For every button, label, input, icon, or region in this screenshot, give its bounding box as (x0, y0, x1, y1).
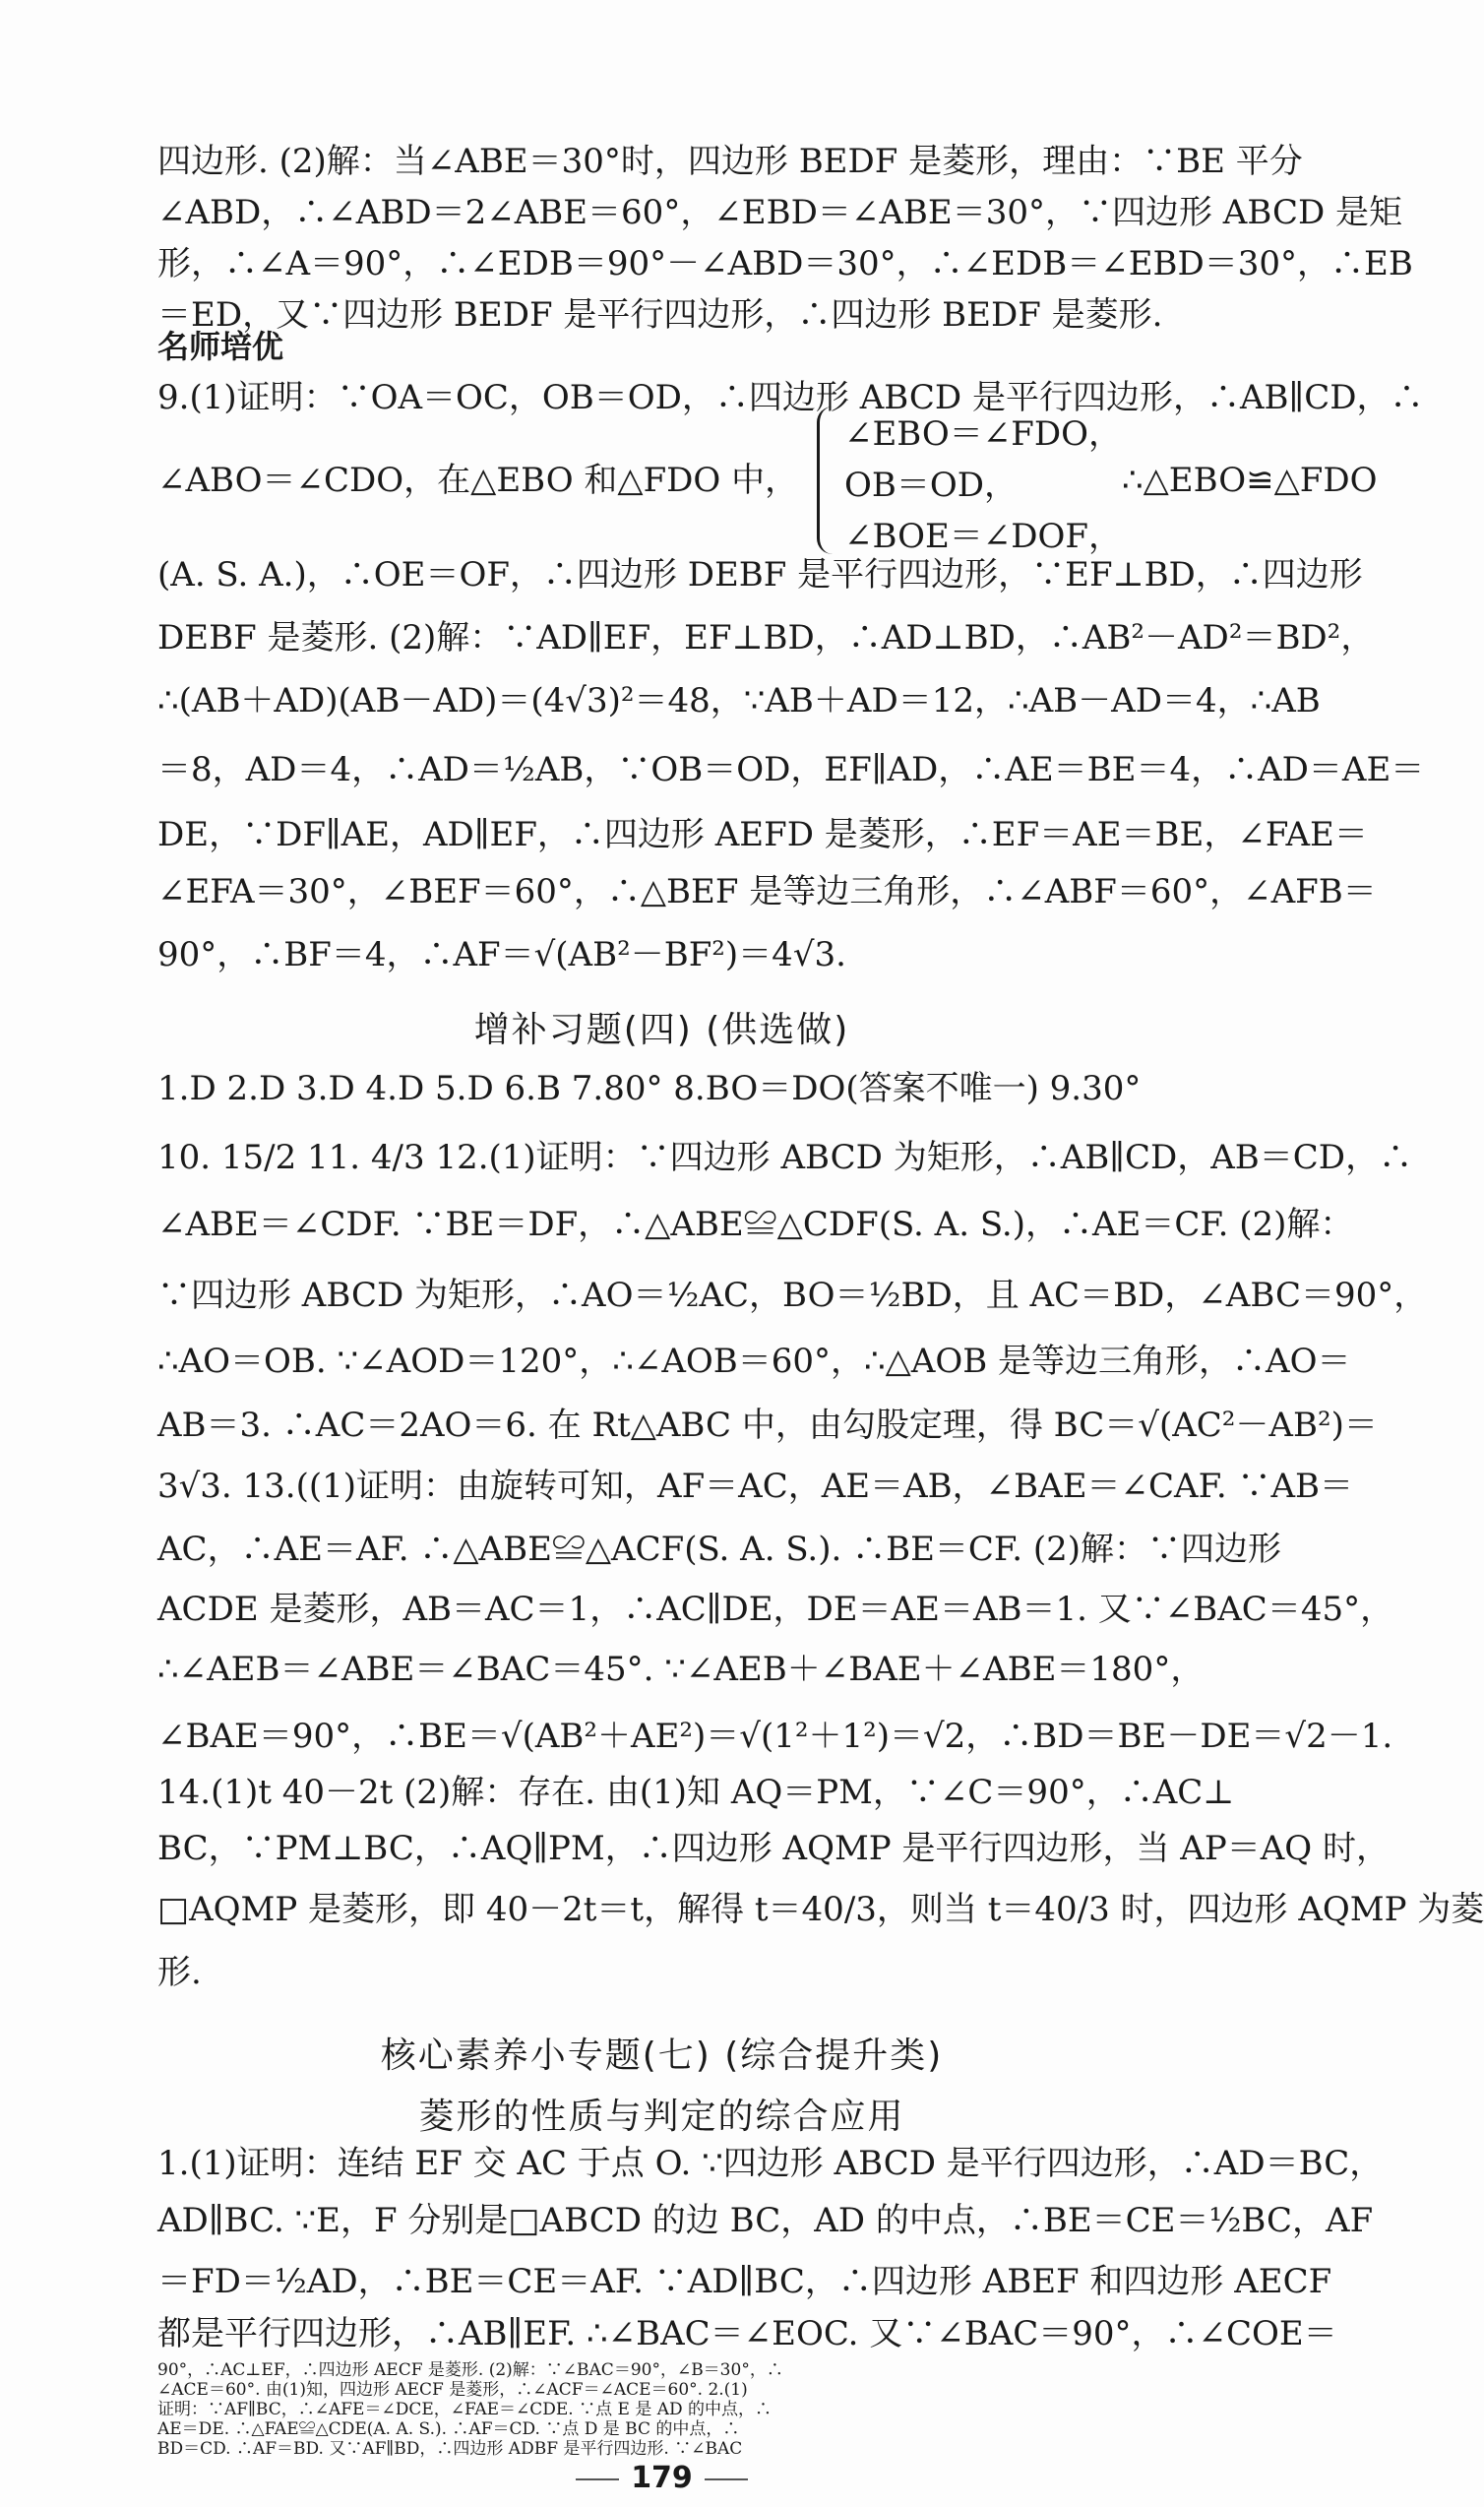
heading-lingxing: 菱形的性质与判定的综合应用 (418, 2097, 905, 2137)
text-line: ∠ABO＝∠CDO，在△EBO 和△FDO 中， (157, 461, 799, 500)
text-line: ＝FD＝½AD，∴BE＝CE＝AF. ∵AD∥BC，∴四边形 ABEF 和四边形 AECF (157, 2262, 1332, 2301)
text-line: 90°，∴AC⊥EF，∴四边形 AECF 是菱形. (2)解：∵∠BAC＝90°，∠B＝30°，∴ (157, 2360, 783, 2380)
text-line: AB＝3. ∴AC＝2AO＝6. 在 Rt△ABC 中，由勾股定理，得 BC＝√(AC²－AB²)＝ (157, 1406, 1378, 1445)
equation-system (817, 407, 1132, 554)
text-line: 形. (157, 1953, 202, 1992)
section-title-mingshi: 名师培优 (157, 328, 284, 365)
text-line: □AQMP 是菱形，即 40－2t＝t，解得 t＝40/3，则当 t＝40/3 时，四边形 AQMP 为菱 (157, 1890, 1484, 1929)
dash-divider (576, 2478, 619, 2480)
text-line: 10. 15/2 11. 4/3 12.(1)证明：∵四边形 ABCD 为矩形，∴AB∥CD，AB＝CD，∴ (157, 1138, 1413, 1177)
text-line: ∵四边形 ABCD 为矩形，∴AO＝½AC，BO＝½BD，且 AC＝BD，∠ABC＝90°， (157, 1276, 1428, 1315)
condition-row: ∠EBO＝∠FDO， (844, 414, 1123, 454)
text-line: AD∥BC. ∵E，F 分别是□ABCD 的边 BC，AD 的中点，∴BE＝CE＝½BC，AF (157, 2201, 1374, 2240)
heading-hexin: 核心素养小专题(七) (综合提升类) (380, 2036, 944, 2076)
text-line: 1.(1)证明：连结 EF 交 AC 于点 O. ∵四边形 ABCD 是平行四边形，∴AD＝BC， (157, 2144, 1384, 2183)
text-line: BD＝CD. ∴AF＝BD. 又∵AF∥BD，∴四边形 ADBF 是平行四边形. ∵∠BAC (157, 2439, 743, 2459)
text-line: ∴∠AEB＝∠ABE＝∠BAC＝45°. ∵∠AEB＋∠BAE＋∠ABE＝180°， (157, 1650, 1205, 1689)
text-line: ＝ED，又∵四边形 BEDF 是平行四边形，∴四边形 BEDF 是菱形. (157, 295, 1163, 335)
text-line: ∴AO＝OB. ∵∠AOD＝120°，∴∠AOB＝60°，∴△AOB 是等边三角形，∴AO＝ (157, 1342, 1351, 1381)
text-line: AC，∴AE＝AF. ∴△ABE≌△ACF(S. A. S.). ∴BE＝CF. (2)解：∵四边形 (157, 1530, 1282, 1569)
text-line: ACDE 是菱形，AB＝AC＝1，∴AC∥DE，DE＝AE＝AB＝1. 又∵∠BAC＝45°， (157, 1590, 1394, 1629)
heading-zengbu: 增补习题(四) (供选做) (473, 1010, 850, 1050)
text-line: 四边形. (2)解：当∠ABE＝30°时，四边形 BEDF 是菱形，理由：∵BE 平分 (157, 142, 1303, 181)
text-line: DEBF 是菱形. (2)解：∵AD∥EF，EF⊥BD，∴AD⊥BD，∴AB²－AD²＝BD²， (157, 618, 1375, 658)
condition-row: OB＝OD， (844, 466, 1018, 505)
text-line: BC，∵PM⊥BC，∴AQ∥PM，∴四边形 AQMP 是平行四边形，当 AP＝AQ 时， (157, 1829, 1390, 1868)
text-line: 都是平行四边形，∴AB∥EF. ∴∠BAC＝∠EOC. 又∵∠BAC＝90°，∴∠COE＝ (157, 2314, 1337, 2353)
page-number (0, 2461, 1324, 2495)
text-line: 90°，∴BF＝4，∴AF＝√(AB²－BF²)＝4√3. (157, 935, 846, 974)
text-line: 14.(1)t 40－2t (2)解：存在. 由(1)知 AQ＝PM，∵∠C＝90°，∴AC⊥ (157, 1773, 1235, 1812)
text-line: DE，∵DF∥AE，AD∥EF，∴四边形 AEFD 是菱形，∴EF＝AE＝BE，∠FAE＝ (157, 815, 1368, 854)
text-line: ∠ABE＝∠CDF. ∵BE＝DF，∴△ABE≌△CDF(S. A. S.)，∴AE＝CF. (2)解： (157, 1205, 1354, 1244)
text-line: ＝8，AD＝4，∴AD＝½AB，∵OB＝OD，EF∥AD，∴AE＝BE＝4，∴AD＝AE＝ (157, 750, 1425, 789)
text-line: 形，∴∠A＝90°，∴∠EDB＝90°－∠ABD＝30°，∴∠EDB＝∠EBD＝30°，∴EB (157, 244, 1413, 283)
text-line: ∠ABD，∴∠ABD＝2∠ABE＝60°，∠EBD＝∠ABE＝30°，∵四边形 ABCD 是矩 (157, 193, 1403, 232)
text-line: ∠EFA＝30°，∠BEF＝60°，∴△BEF 是等边三角形，∴∠ABF＝60°，∠AFB＝ (157, 872, 1377, 911)
text-line: ∴△EBO≌△FDO (1122, 461, 1378, 500)
text-line: (A. S. A.)，∴OE＝OF，∴四边形 DEBF 是平行四边形，∵EF⊥BD，∴四边形 (157, 555, 1363, 595)
condition-row: ∠BOE＝∠DOF， (844, 517, 1123, 556)
text-line: ∠BAE＝90°，∴BE＝√(AB²＋AE²)＝√(1²＋1²)＝√2，∴BD＝BE－DE＝√2－1. (157, 1717, 1393, 1756)
text-line: 9.(1)证明：∵OA＝OC，OB＝OD，∴四边形 ABCD 是平行四边形，∴AB∥CD，∴ (157, 378, 1424, 417)
brace-icon (817, 407, 837, 554)
text-line: ∴(AB＋AD)(AB－AD)＝(4√3)²＝48，∵AB＋AD＝12，∴AB－AD＝4，∴AB (157, 681, 1321, 721)
dash-divider (705, 2478, 748, 2480)
text-line: 证明：∵AF∥BC，∴∠AFE＝∠DCE，∠FAE＝∠CDE. ∵点 E 是 AD 的中点，∴ (157, 2400, 773, 2419)
text-line: 3√3. 13.((1)证明：由旋转可知，AF＝AC，AE＝AB，∠BAE＝∠CAF. ∵AB＝ (157, 1467, 1354, 1506)
text-line: ∠ACE＝60°. 由(1)知，四边形 AECF 是菱形，∴∠ACF＝∠ACE＝60°. 2.(1) (157, 2380, 748, 2400)
text-line: 1.D 2.D 3.D 4.D 5.D 6.B 7.80° 8.BO＝DO(答案不唯一) 9.30° (157, 1069, 1142, 1108)
text-line: AE＝DE. ∴△FAE≌△CDE(A. A. S.). ∴AF＝CD. ∵点 D 是 BC 的中点，∴ (157, 2419, 740, 2439)
page-number-text: 179 (631, 2461, 693, 2495)
